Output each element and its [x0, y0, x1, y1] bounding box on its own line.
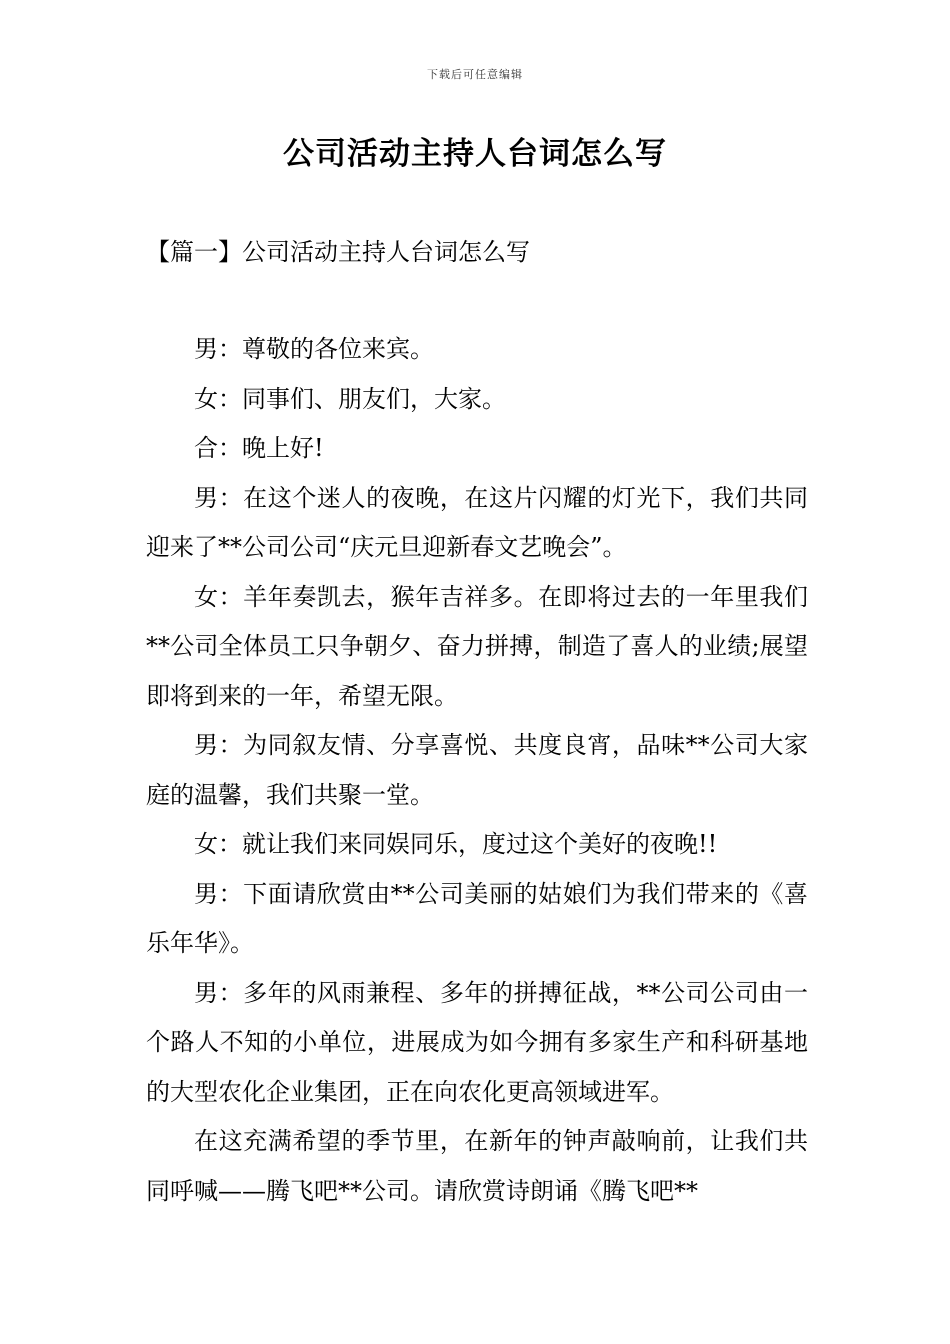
paragraph: 女：就让我们来同娱同乐，度过这个美好的夜晚!! [194, 830, 718, 858]
paragraph: 男：为同叙友情、分享喜悦、共度良宵，品味**公司大家庭的温馨，我们共聚一堂。 [146, 731, 808, 809]
paragraph: 男：在这个迷人的夜晚，在这片闪耀的灯光下，我们共同迎来了**公司公司“庆元旦迎新春文艺晚会”。 [146, 483, 808, 561]
paragraph: 男：多年的风雨兼程、多年的拼搏征战，**公司公司由一个路人不知的小单位，进展成为如今拥有多家生产和科研基地的大型农化企业集团，正在向农化更高领域进军。 [146, 978, 808, 1106]
section-heading: 【篇一】公司活动主持人台词怎么写 [146, 238, 530, 266]
paragraph: 女：羊年奏凯去，猴年吉祥多。在即将过去的一年里我们**公司全体员工只争朝夕、奋力拼搏，制造了喜人的业绩;展望即将到来的一年，希望无限。 [146, 582, 808, 710]
paragraph: 女：同事们、朋友们，大家。 [194, 384, 506, 413]
header-note: 下载后可任意编辑 [427, 68, 523, 81]
paragraph: 男：下面请欣赏由**公司美丽的姑娘们为我们带来的《喜乐年华》。 [146, 879, 808, 957]
paragraph: 合：晚上好! [194, 434, 324, 462]
document-title: 公司活动主持人台词怎么写 [283, 136, 667, 172]
body-text [146, 325, 808, 1216]
paragraph: 在这充满希望的季节里，在新年的钟声敲响前，让我们共同呼喊——腾飞吧**公司。请欣赏诗朗诵《腾飞吧** [146, 1127, 808, 1205]
paragraph: 男：尊敬的各位来宾。 [194, 335, 434, 363]
